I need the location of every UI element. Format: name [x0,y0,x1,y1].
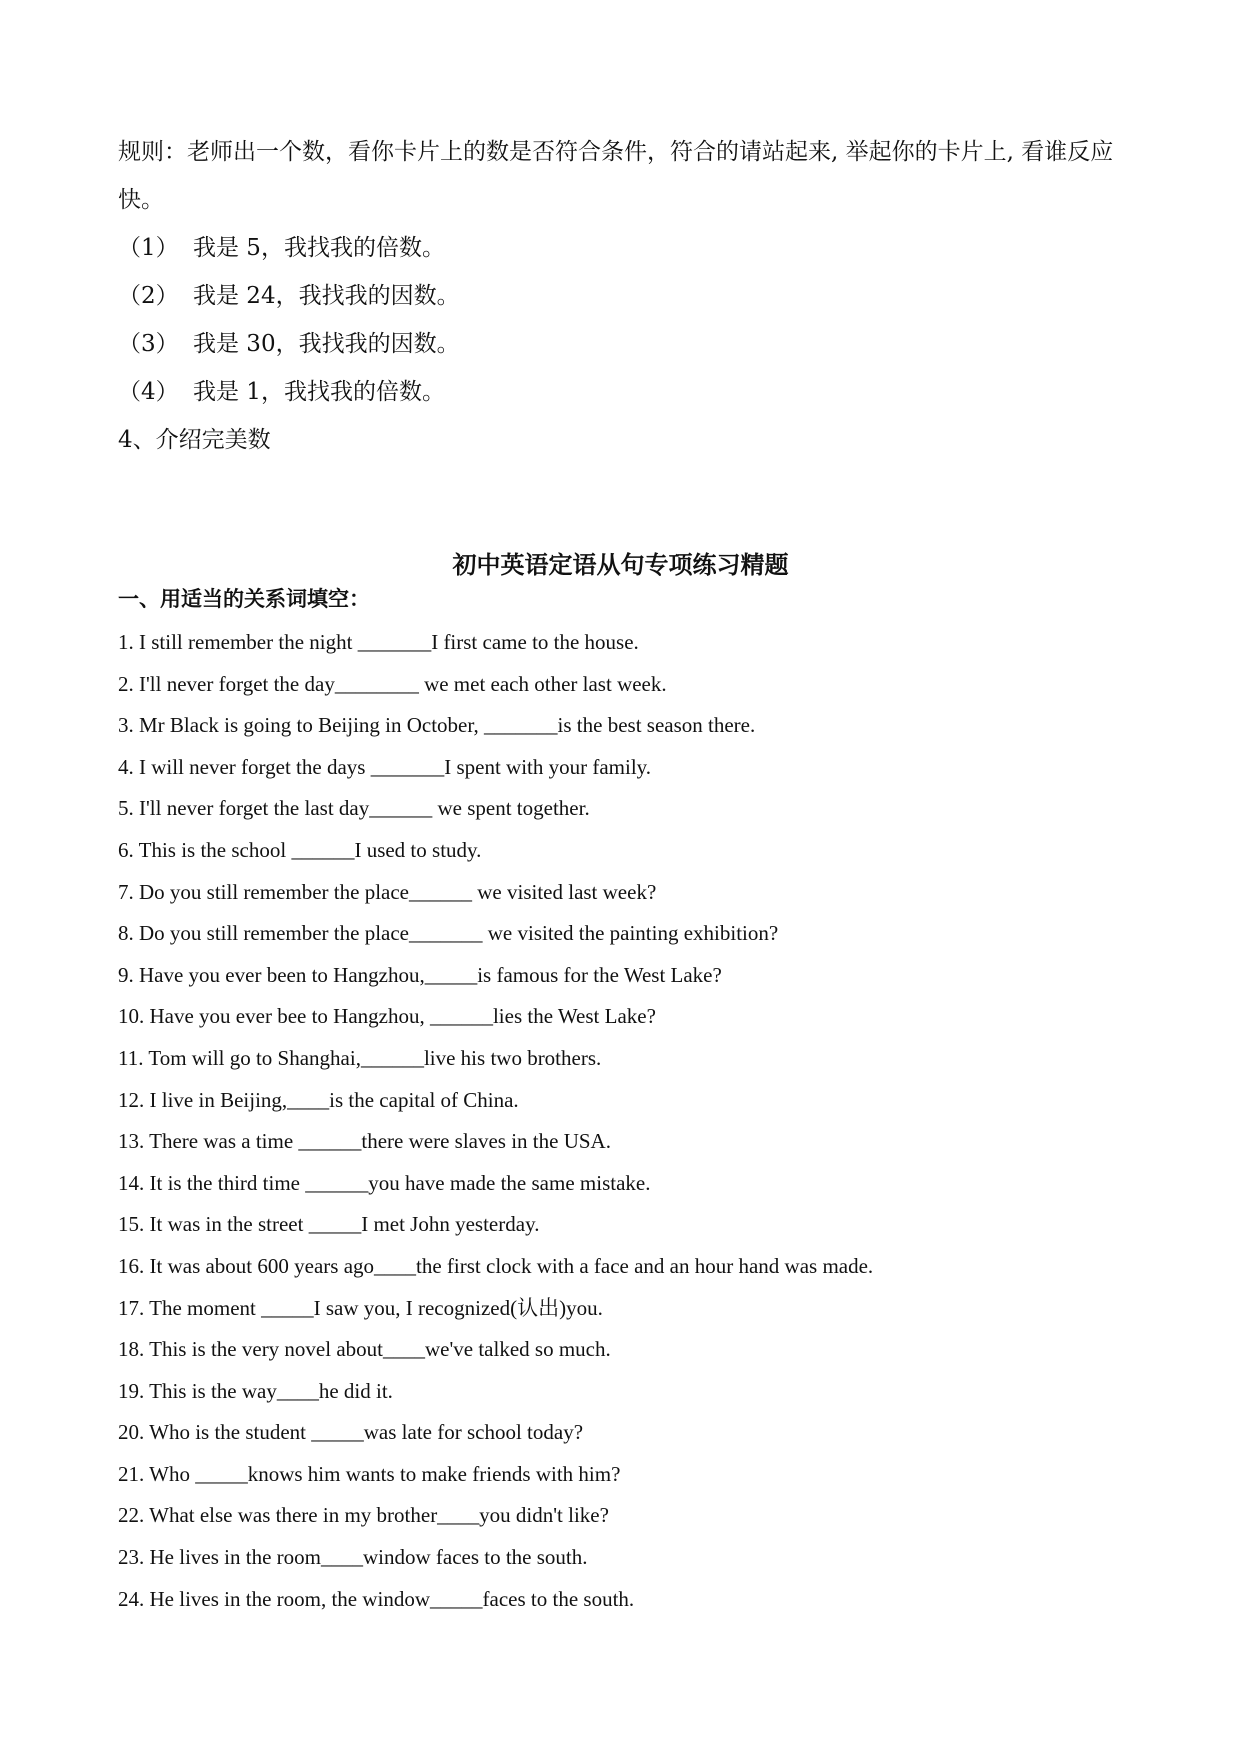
rule-number: （4） [118,379,179,405]
rule-text: 我是 30，我找我的因数。 [193,331,460,357]
question-item: 11. Tom will go to Shanghai,______live his two brothers. [118,1045,602,1070]
rule-item [118,320,1128,368]
question-list [118,622,1128,1620]
rule-item [118,272,1128,320]
rules-section [118,128,1128,464]
question-item: 15. It was in the street _____I met John yesterday. [118,1212,540,1237]
question-item: 14. It is the third time ______you have made the same mistake. [118,1170,651,1195]
question-item: 3. Mr Black is going to Beijing in October, _______is the best season there. [118,713,756,738]
exercise-title: 初中英语定语从句专项练习精题 [452,550,789,579]
question-item: 8. Do you still remember the place_______ we visited the painting exhibition? [118,921,779,946]
rule-text: 我是 24，我找我的因数。 [193,283,460,309]
question-item: 16. It was about 600 years ago____the first clock with a face and an hour hand was made. [118,1253,874,1278]
question-item: 2. I'll never forget the day________ we met each other last week. [118,671,667,696]
rule-number: （2） [118,283,179,309]
part-heading: 一、用适当的关系词填空： [118,586,370,611]
question-item: 23. He lives in the room____window faces to the south. [118,1545,588,1570]
rule-item [118,368,1128,416]
question-item: 24. He lives in the room, the window_____faces to the south. [118,1586,635,1611]
question-item: 17. The moment _____I saw you, I recognized(认出)you. [118,1295,603,1320]
section-4-heading: 4、介绍完美数 [118,427,271,453]
question-item: 10. Have you ever bee to Hangzhou, ______lies the West Lake? [118,1004,656,1029]
question-item: 21. Who _____knows him wants to make friends with him? [118,1461,621,1486]
rule-number: （1） [118,235,179,261]
question-item: 6. This is the school ______I used to study. [118,837,482,862]
question-item: 5. I'll never forget the last day______ we spent together. [118,796,590,821]
question-item: 9. Have you ever been to Hangzhou,_____is famous for the West Lake? [118,962,722,987]
rule-text: 我是 1，我找我的倍数。 [193,379,445,405]
question-item: 20. Who is the student _____was late for school today? [118,1420,584,1445]
rule-item [118,224,1128,272]
question-item: 4. I will never forget the days _______I spent with your family. [118,754,652,779]
question-item: 1. I still remember the night _______I first came to the house. [118,630,639,654]
question-item: 7. Do you still remember the place______ we visited last week? [118,879,657,904]
question-item: 19. This is the way____he did it. [118,1378,393,1403]
rule-number: （3） [118,331,179,357]
question-item: 12. I live in Beijing,____is the capital of China. [118,1087,519,1112]
question-item: 13. There was a time ______there were slaves in the USA. [118,1129,611,1154]
rules-intro: 规则：老师出一个数，看你卡片上的数是否符合条件，符合的请站起来, 举起你的卡片上, 看谁反应快。 [118,139,1114,213]
rule-text: 我是 5，我找我的倍数。 [193,235,445,261]
question-item: 18. This is the very novel about____we've talked so much. [118,1337,611,1362]
question-item: 22. What else was there in my brother____you didn't like? [118,1503,609,1528]
